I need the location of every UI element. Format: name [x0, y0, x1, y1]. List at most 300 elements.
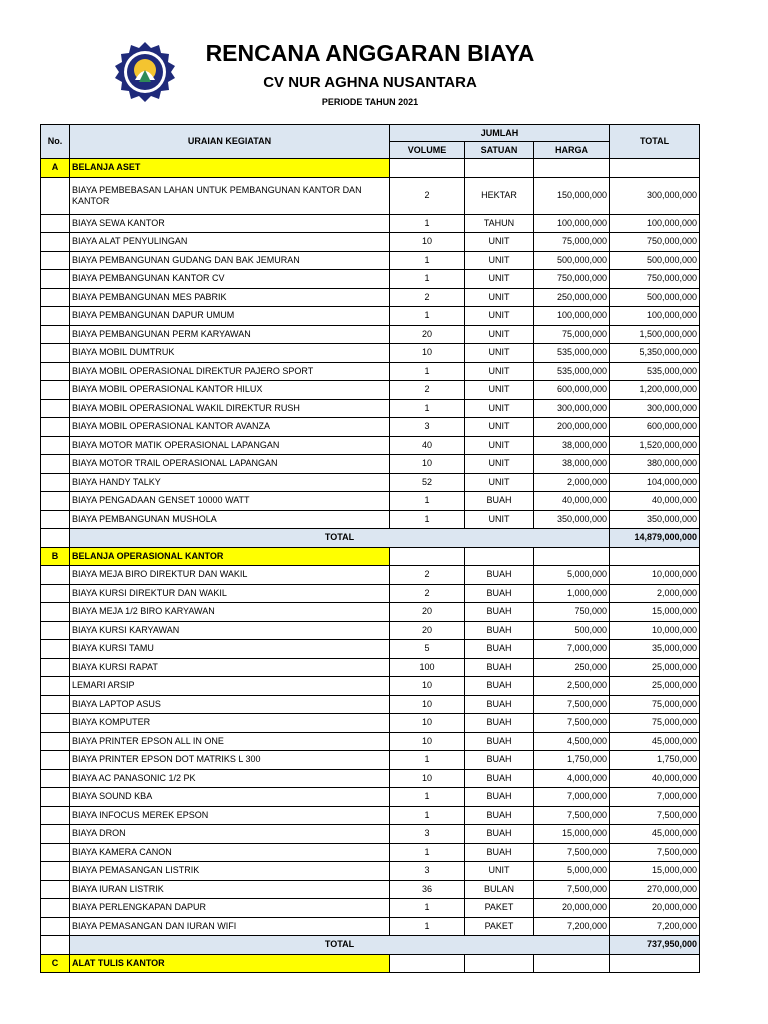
empty-cell — [390, 547, 465, 566]
item-total: 500,000,000 — [610, 288, 700, 307]
item-volume: 1 — [390, 510, 465, 529]
item-price: 250,000,000 — [534, 288, 610, 307]
item-price: 7,500,000 — [534, 714, 610, 733]
table-row — [41, 362, 700, 381]
col-header-satuan: SATUAN — [465, 142, 534, 159]
item-volume: 1 — [390, 307, 465, 326]
item-unit: UNIT — [465, 510, 534, 529]
item-price: 4,500,000 — [534, 732, 610, 751]
empty-cell — [41, 658, 70, 677]
item-description: BIAYA MOBIL OPERASIONAL WAKIL DIREKTUR RUSH — [70, 399, 390, 418]
item-total: 7,500,000 — [610, 806, 700, 825]
empty-cell — [41, 177, 70, 214]
item-description: BIAYA PEMBANGUNAN PERM KARYAWAN — [70, 325, 390, 344]
item-volume: 1 — [390, 788, 465, 807]
table-row — [41, 788, 700, 807]
item-total: 1,750,000 — [610, 751, 700, 770]
table-row — [41, 344, 700, 363]
item-description: BIAYA AC PANASONIC 1/2 PK — [70, 769, 390, 788]
table-row — [41, 806, 700, 825]
item-description: BIAYA MOTOR TRAIL OPERASIONAL LAPANGAN — [70, 455, 390, 474]
section-row — [41, 547, 700, 566]
item-total: 45,000,000 — [610, 825, 700, 844]
item-volume: 40 — [390, 436, 465, 455]
item-total: 1,520,000,000 — [610, 436, 700, 455]
item-price: 40,000,000 — [534, 492, 610, 511]
item-total: 500,000,000 — [610, 251, 700, 270]
empty-cell — [41, 621, 70, 640]
table-row — [41, 214, 700, 233]
item-volume: 1 — [390, 362, 465, 381]
empty-cell — [41, 936, 70, 955]
item-description: BIAYA HANDY TALKY — [70, 473, 390, 492]
item-unit: UNIT — [465, 399, 534, 418]
item-volume: 10 — [390, 714, 465, 733]
item-price: 100,000,000 — [534, 214, 610, 233]
item-volume: 3 — [390, 418, 465, 437]
item-description: BIAYA KOMPUTER — [70, 714, 390, 733]
section-code: C — [41, 954, 70, 973]
empty-cell — [41, 917, 70, 936]
company-logo — [113, 40, 177, 104]
company-name: CV NUR AGHNA NUSANTARA — [263, 74, 477, 91]
table-row — [41, 270, 700, 289]
item-total: 10,000,000 — [610, 621, 700, 640]
item-unit: UNIT — [465, 288, 534, 307]
empty-cell — [41, 677, 70, 696]
item-price: 4,000,000 — [534, 769, 610, 788]
empty-cell — [41, 899, 70, 918]
empty-cell — [41, 307, 70, 326]
item-total: 5,350,000,000 — [610, 344, 700, 363]
item-volume: 2 — [390, 566, 465, 585]
item-total: 380,000,000 — [610, 455, 700, 474]
item-unit: UNIT — [465, 381, 534, 400]
item-description: BIAYA MOTOR MATIK OPERASIONAL LAPANGAN — [70, 436, 390, 455]
empty-cell — [41, 714, 70, 733]
table-row — [41, 769, 700, 788]
item-total: 25,000,000 — [610, 658, 700, 677]
empty-cell — [41, 825, 70, 844]
item-description: BIAYA KURSI TAMU — [70, 640, 390, 659]
item-price: 200,000,000 — [534, 418, 610, 437]
item-price: 500,000,000 — [534, 251, 610, 270]
section-total-row — [41, 936, 700, 955]
item-total: 750,000,000 — [610, 233, 700, 252]
item-unit: BULAN — [465, 880, 534, 899]
item-price: 5,000,000 — [534, 566, 610, 585]
empty-cell — [390, 159, 465, 178]
item-price: 7,000,000 — [534, 640, 610, 659]
item-price: 75,000,000 — [534, 325, 610, 344]
item-total: 45,000,000 — [610, 732, 700, 751]
table-row — [41, 288, 700, 307]
table-row — [41, 603, 700, 622]
table-row — [41, 677, 700, 696]
item-volume: 1 — [390, 751, 465, 770]
item-price: 7,200,000 — [534, 917, 610, 936]
item-description: BIAYA PENGADAAN GENSET 10000 WATT — [70, 492, 390, 511]
item-unit: BUAH — [465, 640, 534, 659]
item-total: 7,200,000 — [610, 917, 700, 936]
item-description: BIAYA KURSI KARYAWAN — [70, 621, 390, 640]
table-body — [41, 159, 700, 973]
table-row — [41, 399, 700, 418]
item-description: BIAYA SEWA KANTOR — [70, 214, 390, 233]
item-description: BIAYA LAPTOP ASUS — [70, 695, 390, 714]
table-row — [41, 492, 700, 511]
table-row — [41, 584, 700, 603]
item-unit: UNIT — [465, 455, 534, 474]
item-volume: 1 — [390, 270, 465, 289]
item-volume: 2 — [390, 288, 465, 307]
item-total: 2,000,000 — [610, 584, 700, 603]
table-row — [41, 917, 700, 936]
item-description: BIAYA PEMBANGUNAN GUDANG DAN BAK JEMURAN — [70, 251, 390, 270]
item-total: 7,500,000 — [610, 843, 700, 862]
item-description: BIAYA KURSI DIREKTUR DAN WAKIL — [70, 584, 390, 603]
empty-cell — [41, 695, 70, 714]
item-total: 15,000,000 — [610, 862, 700, 881]
empty-cell — [41, 473, 70, 492]
section-code: B — [41, 547, 70, 566]
item-total: 350,000,000 — [610, 510, 700, 529]
item-unit: UNIT — [465, 233, 534, 252]
table-row — [41, 455, 700, 474]
item-volume: 1 — [390, 917, 465, 936]
item-unit: UNIT — [465, 307, 534, 326]
document-title: RENCANA ANGGARAN BIAYA — [205, 40, 535, 66]
item-volume: 10 — [390, 695, 465, 714]
item-volume: 10 — [390, 233, 465, 252]
item-price: 100,000,000 — [534, 307, 610, 326]
item-description: BIAYA PEMASANGAN LISTRIK — [70, 862, 390, 881]
item-volume: 1 — [390, 806, 465, 825]
table-row — [41, 307, 700, 326]
empty-cell — [41, 769, 70, 788]
item-description: BIAYA ALAT PENYULINGAN — [70, 233, 390, 252]
table-row — [41, 251, 700, 270]
item-total: 10,000,000 — [610, 566, 700, 585]
table-row — [41, 381, 700, 400]
item-price: 350,000,000 — [534, 510, 610, 529]
item-price: 7,500,000 — [534, 843, 610, 862]
item-unit: BUAH — [465, 492, 534, 511]
empty-cell — [41, 214, 70, 233]
section-name: BELANJA OPERASIONAL KANTOR — [70, 547, 390, 566]
empty-cell — [41, 566, 70, 585]
item-unit: PAKET — [465, 899, 534, 918]
item-description: BIAYA PEMBANGUNAN KANTOR CV — [70, 270, 390, 289]
section-total-row — [41, 529, 700, 548]
empty-cell — [465, 954, 534, 973]
empty-cell — [41, 603, 70, 622]
table-row — [41, 658, 700, 677]
table-row — [41, 510, 700, 529]
budget-table — [40, 124, 700, 973]
table-row — [41, 714, 700, 733]
item-price: 500,000 — [534, 621, 610, 640]
empty-cell — [41, 251, 70, 270]
item-price: 600,000,000 — [534, 381, 610, 400]
item-unit: PAKET — [465, 917, 534, 936]
item-total: 35,000,000 — [610, 640, 700, 659]
item-description: BIAYA MOBIL OPERASIONAL KANTOR HILUX — [70, 381, 390, 400]
item-price: 750,000,000 — [534, 270, 610, 289]
item-volume: 1 — [390, 214, 465, 233]
empty-cell — [41, 640, 70, 659]
item-total: 600,000,000 — [610, 418, 700, 437]
item-unit: UNIT — [465, 270, 534, 289]
empty-cell — [41, 843, 70, 862]
item-unit: BUAH — [465, 677, 534, 696]
item-total: 300,000,000 — [610, 177, 700, 214]
empty-cell — [465, 547, 534, 566]
table-row — [41, 233, 700, 252]
section-total-value: 737,950,000 — [610, 936, 700, 955]
table-row — [41, 732, 700, 751]
empty-cell — [41, 288, 70, 307]
item-price: 7,500,000 — [534, 806, 610, 825]
empty-cell — [610, 547, 700, 566]
item-unit: BUAH — [465, 788, 534, 807]
empty-cell — [41, 510, 70, 529]
item-unit: UNIT — [465, 362, 534, 381]
item-description: BIAYA IURAN LISTRIK — [70, 880, 390, 899]
item-unit: UNIT — [465, 862, 534, 881]
item-total: 25,000,000 — [610, 677, 700, 696]
item-description: BIAYA MOBIL OPERASIONAL KANTOR AVANZA — [70, 418, 390, 437]
item-description: BIAYA PRINTER EPSON ALL IN ONE — [70, 732, 390, 751]
table-row — [41, 640, 700, 659]
item-total: 7,000,000 — [610, 788, 700, 807]
empty-cell — [390, 954, 465, 973]
empty-cell — [41, 732, 70, 751]
empty-cell — [41, 418, 70, 437]
item-volume: 100 — [390, 658, 465, 677]
item-price: 38,000,000 — [534, 436, 610, 455]
item-unit: BUAH — [465, 769, 534, 788]
item-description: BIAYA MEJA BIRO DIREKTUR DAN WAKIL — [70, 566, 390, 585]
empty-cell — [41, 436, 70, 455]
item-total: 1,500,000,000 — [610, 325, 700, 344]
item-unit: UNIT — [465, 418, 534, 437]
item-total: 20,000,000 — [610, 899, 700, 918]
item-unit: UNIT — [465, 325, 534, 344]
empty-cell — [534, 954, 610, 973]
item-price: 750,000 — [534, 603, 610, 622]
item-unit: BUAH — [465, 825, 534, 844]
empty-cell — [534, 547, 610, 566]
item-volume: 1 — [390, 492, 465, 511]
empty-cell — [41, 492, 70, 511]
item-total: 75,000,000 — [610, 695, 700, 714]
item-volume: 20 — [390, 325, 465, 344]
item-total: 270,000,000 — [610, 880, 700, 899]
item-description: BIAYA PEMASANGAN DAN IURAN WIFI — [70, 917, 390, 936]
item-unit: UNIT — [465, 436, 534, 455]
table-row — [41, 418, 700, 437]
item-price: 150,000,000 — [534, 177, 610, 214]
section-total-value: 14,879,000,000 — [610, 529, 700, 548]
table-row — [41, 880, 700, 899]
table-row — [41, 862, 700, 881]
item-total: 535,000,000 — [610, 362, 700, 381]
empty-cell — [41, 529, 70, 548]
item-price: 1,000,000 — [534, 584, 610, 603]
col-header-total: TOTAL — [610, 125, 700, 159]
item-unit: BUAH — [465, 806, 534, 825]
item-total: 750,000,000 — [610, 270, 700, 289]
item-unit: UNIT — [465, 251, 534, 270]
item-total: 1,200,000,000 — [610, 381, 700, 400]
item-description: BIAYA PEMBANGUNAN MUSHOLA — [70, 510, 390, 529]
item-volume: 3 — [390, 862, 465, 881]
item-total: 104,000,000 — [610, 473, 700, 492]
item-volume: 1 — [390, 899, 465, 918]
table-row — [41, 621, 700, 640]
empty-cell — [41, 806, 70, 825]
item-volume: 2 — [390, 381, 465, 400]
item-unit: UNIT — [465, 344, 534, 363]
empty-cell — [41, 880, 70, 899]
col-header-harga: HARGA — [534, 142, 610, 159]
item-unit: BUAH — [465, 566, 534, 585]
empty-cell — [41, 399, 70, 418]
empty-cell — [534, 159, 610, 178]
item-unit: TAHUN — [465, 214, 534, 233]
item-description: BIAYA PEMBANGUNAN MES PABRIK — [70, 288, 390, 307]
item-price: 1,750,000 — [534, 751, 610, 770]
item-volume: 2 — [390, 584, 465, 603]
col-header-no: No. — [41, 125, 70, 159]
item-description: BIAYA PRINTER EPSON DOT MATRIKS L 300 — [70, 751, 390, 770]
item-description: BIAYA SOUND KBA — [70, 788, 390, 807]
section-total-label: TOTAL — [70, 936, 610, 955]
item-price: 7,500,000 — [534, 695, 610, 714]
item-volume: 5 — [390, 640, 465, 659]
item-total: 40,000,000 — [610, 492, 700, 511]
item-unit: BUAH — [465, 843, 534, 862]
item-volume: 2 — [390, 177, 465, 214]
period-label: PERIODE TAHUN 2021 — [321, 97, 419, 107]
item-unit: UNIT — [465, 473, 534, 492]
item-price: 250,000 — [534, 658, 610, 677]
item-description: BIAYA MOBIL DUMTRUK — [70, 344, 390, 363]
item-volume: 36 — [390, 880, 465, 899]
item-unit: BUAH — [465, 584, 534, 603]
section-row — [41, 954, 700, 973]
item-price: 38,000,000 — [534, 455, 610, 474]
item-volume: 10 — [390, 344, 465, 363]
table-row — [41, 436, 700, 455]
item-total: 40,000,000 — [610, 769, 700, 788]
item-description: BIAYA KAMERA CANON — [70, 843, 390, 862]
col-header-uraian: URAIAN KEGIATAN — [70, 125, 390, 159]
empty-cell — [41, 455, 70, 474]
item-price: 75,000,000 — [534, 233, 610, 252]
table-row — [41, 843, 700, 862]
empty-cell — [41, 344, 70, 363]
empty-cell — [41, 362, 70, 381]
item-price: 7,000,000 — [534, 788, 610, 807]
item-unit: BUAH — [465, 695, 534, 714]
item-price: 20,000,000 — [534, 899, 610, 918]
item-total: 75,000,000 — [610, 714, 700, 733]
item-description: BIAYA INFOCUS MEREK EPSON — [70, 806, 390, 825]
item-description: BIAYA DRON — [70, 825, 390, 844]
item-volume: 10 — [390, 677, 465, 696]
item-total: 100,000,000 — [610, 307, 700, 326]
item-price: 5,000,000 — [534, 862, 610, 881]
section-total-label: TOTAL — [70, 529, 610, 548]
item-description: BIAYA PEMBANGUNAN DAPUR UMUM — [70, 307, 390, 326]
table-row — [41, 899, 700, 918]
item-description: BIAYA PEMBEBASAN LAHAN UNTUK PEMBANGUNAN KANTOR DAN KANTOR — [70, 177, 390, 214]
item-unit: BUAH — [465, 714, 534, 733]
empty-cell — [41, 325, 70, 344]
item-price: 2,000,000 — [534, 473, 610, 492]
col-header-volume: VOLUME — [390, 142, 465, 159]
item-price: 15,000,000 — [534, 825, 610, 844]
item-volume: 10 — [390, 732, 465, 751]
table-row — [41, 825, 700, 844]
item-volume: 52 — [390, 473, 465, 492]
section-code: A — [41, 159, 70, 178]
empty-cell — [41, 862, 70, 881]
empty-cell — [41, 788, 70, 807]
item-description: BIAYA PERLENGKAPAN DAPUR — [70, 899, 390, 918]
item-volume: 10 — [390, 455, 465, 474]
table-row — [41, 325, 700, 344]
section-row — [41, 159, 700, 178]
item-description: BIAYA MEJA 1/2 BIRO KARYAWAN — [70, 603, 390, 622]
table-row — [41, 751, 700, 770]
item-unit: BUAH — [465, 621, 534, 640]
item-price: 7,500,000 — [534, 880, 610, 899]
item-total: 100,000,000 — [610, 214, 700, 233]
section-name: BELANJA ASET — [70, 159, 390, 178]
item-volume: 3 — [390, 825, 465, 844]
item-volume: 1 — [390, 251, 465, 270]
item-description: BIAYA MOBIL OPERASIONAL DIREKTUR PAJERO SPORT — [70, 362, 390, 381]
empty-cell — [465, 159, 534, 178]
item-volume: 1 — [390, 843, 465, 862]
item-unit: BUAH — [465, 603, 534, 622]
empty-cell — [41, 270, 70, 289]
item-unit: BUAH — [465, 658, 534, 677]
item-price: 2,500,000 — [534, 677, 610, 696]
table-row — [41, 566, 700, 585]
table-row — [41, 695, 700, 714]
item-volume: 20 — [390, 603, 465, 622]
item-price: 535,000,000 — [534, 344, 610, 363]
empty-cell — [41, 381, 70, 400]
col-header-jumlah: JUMLAH — [390, 125, 610, 142]
item-total: 300,000,000 — [610, 399, 700, 418]
item-price: 535,000,000 — [534, 362, 610, 381]
table-row — [41, 473, 700, 492]
item-price: 300,000,000 — [534, 399, 610, 418]
item-unit: BUAH — [465, 751, 534, 770]
item-unit: HEKTAR — [465, 177, 534, 214]
item-unit: BUAH — [465, 732, 534, 751]
item-description: LEMARI ARSIP — [70, 677, 390, 696]
empty-cell — [41, 751, 70, 770]
table-row — [41, 177, 700, 214]
item-volume: 20 — [390, 621, 465, 640]
empty-cell — [41, 233, 70, 252]
